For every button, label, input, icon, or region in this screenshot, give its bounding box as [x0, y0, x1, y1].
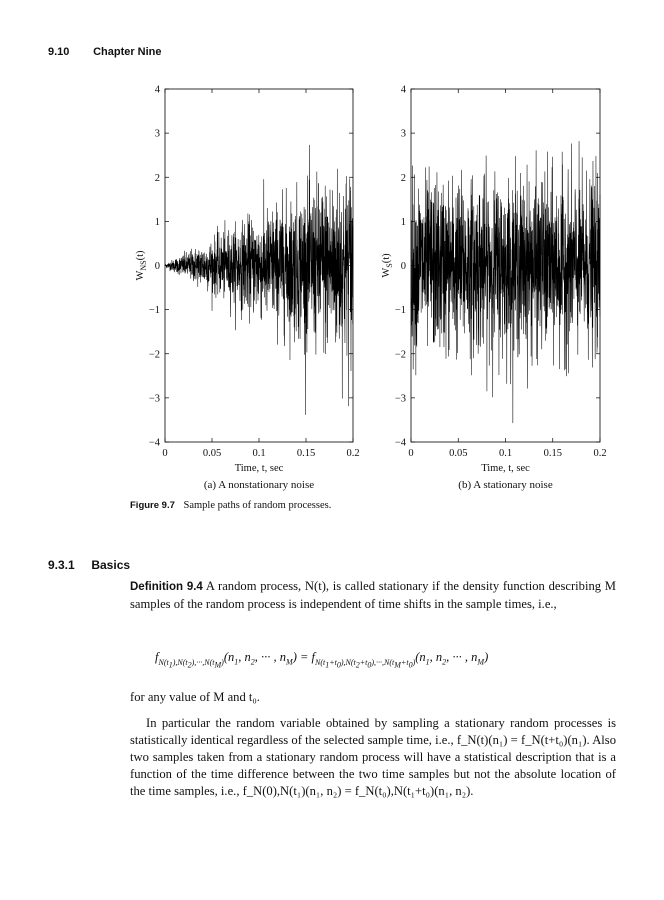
figure-caption-label: Figure 9.7	[130, 500, 175, 511]
x-tick-label: 0.15	[543, 448, 562, 459]
x-tick-label: 0.1	[252, 448, 266, 459]
y-tick-label: −1	[148, 305, 160, 317]
after-equation-text: for any value of M and t₀.	[130, 690, 260, 704]
y-tick-label: 3	[154, 128, 160, 140]
y-tick-label: −2	[148, 349, 160, 361]
definition-text: A random process, N(t), is called stationary if the density function describing M samples of the random process is independent of time shifts in the sample times, i.e.,	[130, 579, 616, 611]
noise-plot-a	[135, 85, 360, 492]
x-tick-label: 0.05	[449, 448, 468, 459]
y-tick-label: 3	[400, 128, 406, 140]
figure-caption-text: Sample paths of random processes.	[183, 500, 332, 511]
subfigure-caption: (a) A nonstationary noise	[203, 479, 315, 491]
x-tick-label: 0.2	[593, 448, 607, 459]
x-tick-label: 0.2	[346, 448, 360, 459]
x-axis-label: Time, t, sec	[234, 463, 284, 474]
noise-plot-b	[381, 85, 607, 492]
section-title: Basics	[91, 558, 131, 572]
y-tick-label: 0	[400, 261, 406, 272]
figure-caption	[130, 500, 331, 511]
stationarity-equation: $f_{N(t_1),N(t_2),\cdot\cdot\cdot,N(t_M)}(n_1$, $n_2$, ··· , $n_M) = f_{N(t_1+t_0),N(t_2+t_0),\cdot\cdot\cdot,N(t_M+t_0)}(n_1$, $n_2$, ··· , $n_M$)	[155, 650, 489, 670]
y-tick-label: 2	[154, 172, 160, 184]
x-tick-label: 0.1	[498, 448, 513, 459]
x-tick-label: 0.15	[296, 448, 316, 459]
y-tick-label: −4	[148, 437, 160, 449]
noise-trace	[165, 145, 353, 415]
x-tick-label: 0.05	[202, 448, 222, 459]
y-tick-label: 0	[154, 261, 160, 272]
section-heading	[48, 558, 130, 572]
y-axis-label: $W_S(t)$	[381, 253, 394, 278]
y-axis-label: $W_{NS}(t)$	[135, 250, 148, 281]
x-axis-label: Time, t, sec	[481, 463, 530, 474]
y-tick-label: −3	[394, 393, 406, 405]
x-tick-label: 0	[408, 448, 414, 459]
body-paragraph: In particular the random variable obtained by sampling a stationary random processes is statistically identical regardless of the selected sample time, i.e., f_N(t)(n₁) = f_N(t+t₀)(n₁). Also two samples taken from a stationary random process will have a statistical description that is a function of the time difference between the two time samples but not the absolute location of the time samples, i.e., f_N(0),N(t₁)(n₁, n₂) = f_N(t₀),N(t₁+t₀)(n₁, n₂).	[130, 716, 616, 798]
y-tick-label: 1	[154, 216, 160, 228]
y-tick-label: 2	[400, 172, 406, 184]
y-tick-label: −1	[394, 305, 406, 317]
definition-label: Definition 9.4	[130, 581, 203, 593]
y-tick-label: −4	[394, 437, 406, 449]
chapter-title: Chapter Nine	[93, 46, 162, 58]
page-number: 9.10	[48, 46, 70, 58]
definition-paragraph	[130, 578, 616, 613]
y-tick-label: 1	[400, 216, 406, 228]
noise-trace	[411, 141, 600, 423]
section-number: 9.3.1	[48, 558, 75, 572]
y-tick-label: −3	[148, 393, 160, 405]
y-tick-label: −2	[394, 349, 406, 361]
x-tick-label: 0	[162, 448, 168, 459]
y-tick-label: 4	[154, 84, 160, 96]
y-tick-label: 4	[400, 84, 406, 96]
subfigure-caption: (b) A stationary noise	[458, 479, 553, 491]
